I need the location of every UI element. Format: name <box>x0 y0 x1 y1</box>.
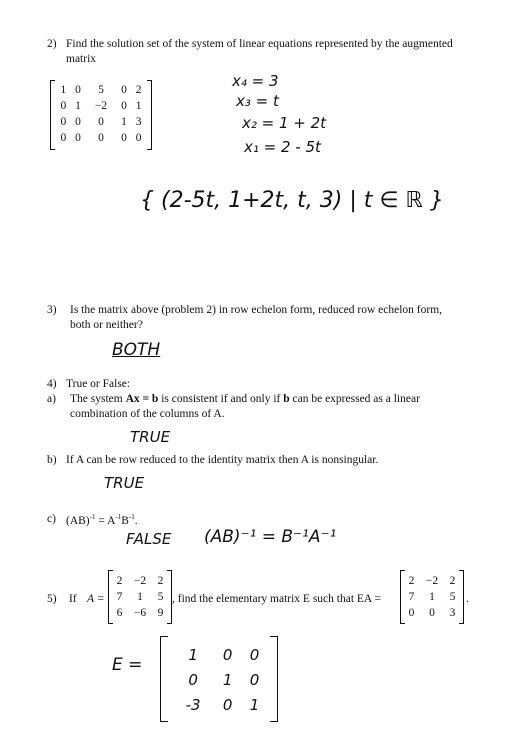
matrix-cell: 6 <box>116 607 123 619</box>
matrix-row <box>172 642 268 667</box>
matrix-cell: 0 <box>60 132 67 144</box>
matrix-cell: −6 <box>133 607 147 619</box>
matrix-cell: 5 <box>157 591 164 603</box>
matrix-cell: 1 <box>429 591 435 603</box>
matrix-cell: 0 <box>121 100 127 112</box>
matrix-cell: 1 <box>60 84 67 96</box>
matrix-row <box>56 114 146 130</box>
matrix-cell: 3 <box>449 607 456 619</box>
matrix-cell: 0 <box>429 607 435 619</box>
matrix-cell: 1 <box>121 116 127 128</box>
matrix-cell: 0 <box>121 84 127 96</box>
matrix-row <box>113 605 167 621</box>
q4c-end: . <box>134 514 138 527</box>
q2-augmented-matrix <box>50 80 152 150</box>
q4-intro: True or False: <box>66 378 131 390</box>
q4c-sup1: -1 <box>89 513 96 521</box>
matrix-row <box>172 667 268 692</box>
matrix-cell: 2 <box>449 575 456 587</box>
q2-answer-line-x3: x₃ = t <box>236 92 279 110</box>
matrix-cell: 0 <box>135 132 142 144</box>
q3-question-line2: both or neither? <box>70 319 143 331</box>
q4a-equation: Ax = b <box>125 393 159 405</box>
q4c-answer: FALSE <box>126 530 172 548</box>
q4a-text-post: can be expressed as a linear <box>289 393 420 405</box>
q4c-base3: B <box>121 514 129 527</box>
q4c-label: c) <box>47 513 56 525</box>
matrix-cell: 2 <box>157 575 164 587</box>
matrix-row <box>405 605 459 621</box>
matrix-row <box>113 589 167 605</box>
matrix-cell: 0 <box>60 116 67 128</box>
matrix-cell: 0 <box>222 645 233 664</box>
q5-answer-label: E = <box>112 655 143 675</box>
matrix-cell: 1 <box>135 100 142 112</box>
q4c-eq: = A <box>95 514 116 527</box>
matrix-cell: 2 <box>116 575 123 587</box>
matrix-cell: 7 <box>116 591 123 603</box>
matrix-cell: 0 <box>222 695 233 714</box>
matrix-row <box>56 82 146 98</box>
matrix-cell: 2 <box>135 84 142 96</box>
matrix-cell: 9 <box>157 607 164 619</box>
q5-question: , find the elementary matrix E such that EA = <box>172 593 381 605</box>
q2-answer-line-x1: x₁ = 2 - 5t <box>244 138 321 156</box>
matrix-cell: 2 <box>408 575 415 587</box>
q4b-label: b) <box>47 454 57 466</box>
matrix-row <box>56 130 146 146</box>
matrix-row <box>405 573 459 589</box>
matrix-cell: 1 <box>188 645 198 664</box>
q3-question-line1: Is the matrix above (problem 2) in row echelon form, reduced row echelon form, <box>70 304 443 316</box>
matrix-cell: 0 <box>249 645 260 664</box>
q4c-sup3: -1 <box>128 513 135 521</box>
q5-matrix-EA <box>400 570 464 624</box>
matrix-cell: 7 <box>408 591 415 603</box>
q5-end: . <box>466 593 469 605</box>
q3-answer: BOTH <box>112 340 161 360</box>
matrix-cell: 0 <box>249 670 260 689</box>
q4a-label: a) <box>47 393 56 405</box>
matrix-cell: 5 <box>98 84 104 96</box>
q4b-answer: TRUE <box>104 474 145 492</box>
matrix-cell: 0 <box>60 100 67 112</box>
matrix-cell: 5 <box>449 591 456 603</box>
q4a-vector-b: b <box>283 393 290 405</box>
q4a-statement-line1 <box>70 393 420 405</box>
matrix-cell: 1 <box>249 695 260 714</box>
matrix-cell: 1 <box>137 591 143 603</box>
q4c-base1: (AB) <box>66 514 90 527</box>
q2-answer-line-x2: x₂ = 1 + 2t <box>242 114 327 132</box>
q2-answer-line-x4: x₄ = 3 <box>232 72 279 90</box>
matrix-cell: 0 <box>98 132 104 144</box>
q2-solution-set: { (2-5t, 1+2t, t, 3) | t ∈ ℝ } <box>140 188 444 213</box>
matrix-cell: 3 <box>135 116 142 128</box>
q4c-sup2: -1 <box>115 513 122 521</box>
q2-question-line1: Find the solution set of the system of linear equations represented by the augmented <box>66 38 453 50</box>
matrix-row <box>113 573 167 589</box>
q5-matrix-A <box>108 570 172 624</box>
matrix-cell: 0 <box>121 132 127 144</box>
q4a-text-mid: is consistent if and only if <box>158 393 284 405</box>
matrix-row <box>405 589 459 605</box>
matrix-cell: −2 <box>94 100 108 112</box>
matrix-row <box>172 692 268 717</box>
matrix-cell: 0 <box>408 607 415 619</box>
matrix-cell: −2 <box>133 575 147 587</box>
q4a-answer: TRUE <box>130 428 171 446</box>
q4-number: 4) <box>47 378 57 390</box>
matrix-cell: -3 <box>185 695 201 714</box>
q5-if: If <box>69 593 77 605</box>
matrix-cell: 0 <box>75 116 81 128</box>
matrix-cell: 0 <box>75 84 81 96</box>
matrix-cell: 1 <box>75 100 81 112</box>
q4b-statement: If A can be row reduced to the identity matrix then A is nonsingular. <box>66 454 379 466</box>
matrix-cell: 0 <box>98 116 104 128</box>
q5-number: 5) <box>47 593 57 605</box>
q4a-text-pre: The system <box>70 393 126 405</box>
q3-number: 3) <box>47 304 57 316</box>
matrix-cell: 0 <box>188 670 198 689</box>
matrix-cell: 1 <box>222 670 233 689</box>
q2-number: 2) <box>47 38 57 50</box>
q4c-correction: (AB)⁻¹ = B⁻¹A⁻¹ <box>204 527 337 547</box>
q5-A-eq: A = <box>87 593 105 605</box>
q2-question-line2: matrix <box>66 53 97 65</box>
q4c-statement <box>66 513 138 527</box>
matrix-row <box>56 98 146 114</box>
q4a-statement-line2: combination of the columns of A. <box>70 408 225 420</box>
q5-answer-matrix <box>160 636 278 722</box>
matrix-cell: −2 <box>425 575 439 587</box>
matrix-cell: 0 <box>75 132 81 144</box>
